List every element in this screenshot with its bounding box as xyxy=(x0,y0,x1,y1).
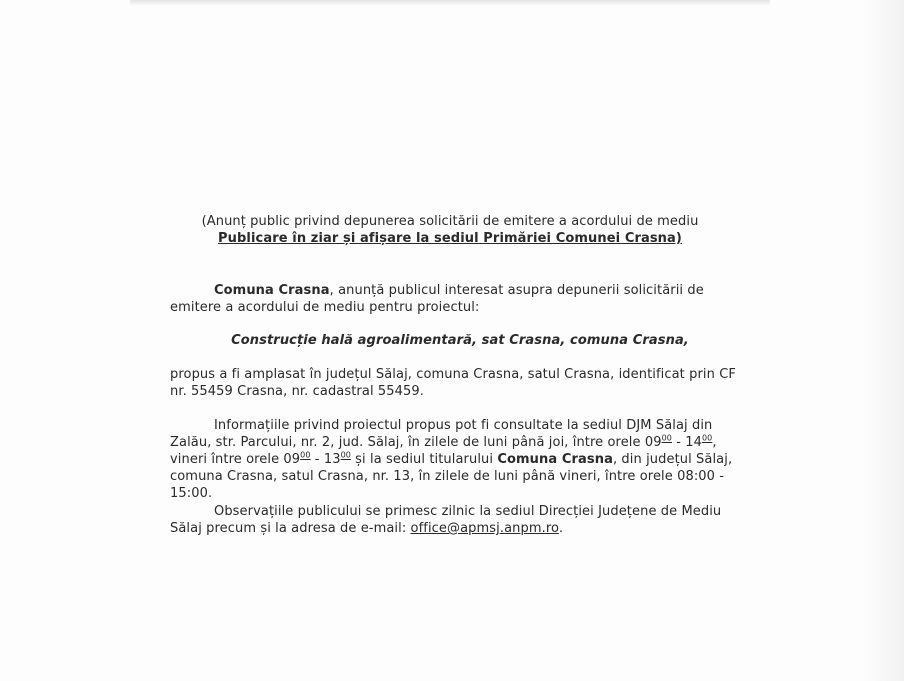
observations-text-2a: Sălaj precum și la adresa de e-mail: xyxy=(170,521,411,536)
observations-paragraph xyxy=(170,503,755,537)
scan-top-strip xyxy=(130,0,770,6)
time-sup-1: 00 xyxy=(661,433,672,443)
observations-line-2 xyxy=(170,520,755,537)
email-link[interactable]: office@apmsj.anpm.ro xyxy=(410,521,559,536)
info-text-2a: Zalău, str. Parcului, nr. 2, jud. Sălaj, în zilele de luni până joi, între orele 09 xyxy=(170,435,662,450)
info-text-3c: și la sediul titularului xyxy=(350,452,498,467)
announcement-heading xyxy=(160,213,740,247)
info-line-5: 15:00. xyxy=(170,486,213,501)
time-sup-2: 00 xyxy=(701,433,713,443)
project-title: Construcție hală agroalimentară, sat Crasna, comuna Crasna, xyxy=(231,333,689,348)
info-text-2b: - 14 xyxy=(671,435,702,450)
location-paragraph xyxy=(170,366,755,400)
location-line-1: propus a fi amplasat în județul Sălaj, comuna Crasna, satul Crasna, identificat prin CF xyxy=(170,367,736,382)
scan-edge-shadow xyxy=(864,0,904,681)
info-paragraph xyxy=(170,417,755,502)
observations-line-1 xyxy=(170,503,755,520)
heading-line-1: (Anunț public privind depunerea solicitării de emitere a acordului de mediu xyxy=(201,214,699,229)
observations-text-1: Observațiile publicului se primesc zilnic la sediul Direcției Județene de Mediu xyxy=(214,504,722,519)
info-line-2 xyxy=(170,434,755,451)
info-text-1: Informațiile privind proiectul propus pot fi consultate la sediul DJM Sălaj din xyxy=(214,418,713,433)
info-line-1 xyxy=(170,417,755,434)
info-entity: Comuna Crasna xyxy=(497,452,613,467)
time-sup-3: 00 xyxy=(300,450,311,460)
info-text-2c: , xyxy=(712,435,717,450)
time-sup-4: 00 xyxy=(340,450,351,460)
info-text-3d: , din județul Sălaj, xyxy=(612,452,733,467)
info-line-4: comuna Crasna, satul Crasna, nr. 13, în zilele de luni până vineri, între orele 08:00 - xyxy=(170,469,725,484)
location-line-2: nr. 55459 Crasna, nr. cadastral 55459. xyxy=(170,384,424,399)
intro-entity: Comuna Crasna xyxy=(214,283,330,298)
intro-line-2: emitere a acordului de mediu pentru proiectul: xyxy=(170,300,480,315)
intro-text-1: , anunță publicul interesat asupra depunerii solicitării de xyxy=(329,283,704,298)
heading-line-2: Publicare în ziar și afișare la sediul Primăriei Comunei Crasna) xyxy=(218,231,682,246)
intro-line-1 xyxy=(170,282,755,299)
observations-text-2b: . xyxy=(558,521,564,536)
info-line-3 xyxy=(170,451,755,468)
info-text-3a: vineri între orele 09 xyxy=(170,452,301,467)
info-text-3b: - 13 xyxy=(310,452,341,467)
intro-paragraph xyxy=(170,282,755,316)
